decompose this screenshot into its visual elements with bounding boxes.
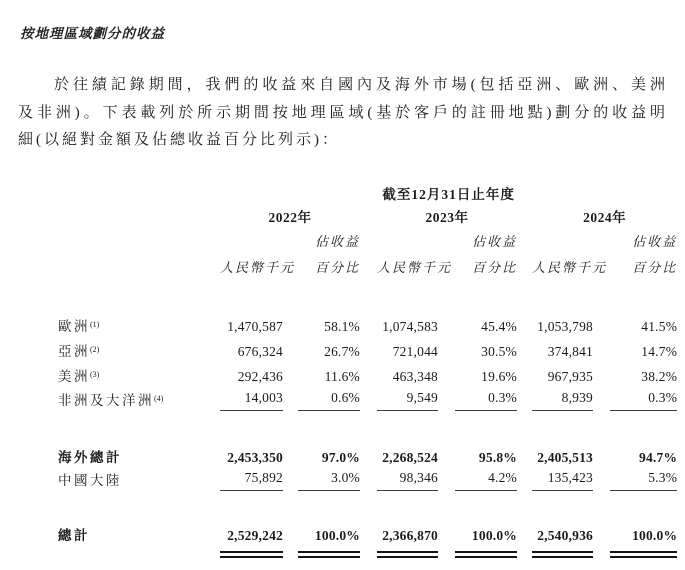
year-header-2022: 2022年 — [268, 209, 312, 225]
value-cell: 94.7% — [639, 449, 678, 465]
value-cell: 38.2% — [641, 368, 678, 384]
double-rule-row — [58, 546, 677, 558]
value-cell: 2,268,524 — [382, 449, 438, 465]
table-row-africa-oceania — [58, 387, 677, 411]
gap — [360, 337, 377, 362]
value-cell: 463,348 — [392, 368, 438, 384]
rmb-thousand-header: 人民幣千元 — [377, 259, 453, 275]
gap — [438, 524, 455, 546]
value-cell: 676,324 — [237, 343, 283, 359]
table-row-mainland-china — [58, 468, 677, 491]
gap — [517, 387, 532, 411]
table-subheader-row-1 — [58, 228, 677, 252]
value-cell: 26.7% — [324, 343, 360, 359]
gap — [283, 468, 298, 491]
total-double-rule — [455, 546, 517, 558]
gap — [517, 546, 532, 558]
footnote-ref: (2) — [90, 344, 100, 354]
total-double-rule — [220, 546, 283, 558]
gap — [360, 362, 377, 387]
value-cell: 100.0% — [471, 527, 517, 543]
value-cell: 1,074,583 — [382, 318, 438, 334]
gap — [593, 362, 610, 387]
total-double-rule — [377, 546, 438, 558]
spacer — [58, 411, 677, 444]
spacer-row — [58, 491, 677, 524]
table-subheader-row-2 — [58, 252, 677, 278]
total-label-cell — [58, 524, 220, 546]
gap — [438, 337, 455, 362]
spacer-row — [58, 278, 677, 312]
region-label-cell — [58, 362, 220, 387]
gap — [283, 362, 298, 387]
value-cell: 721,044 — [392, 343, 438, 359]
gap — [593, 546, 610, 558]
value-cell: 97.0% — [321, 449, 360, 465]
value-cell: 14,003 — [220, 387, 283, 411]
gap — [283, 337, 298, 362]
gap — [283, 312, 298, 337]
subtotal-label-cell — [58, 444, 220, 468]
subtotal-label: 中國大陸 — [58, 472, 122, 488]
value-cell: 75,892 — [220, 468, 283, 491]
value-cell: 292,436 — [237, 368, 283, 384]
paragraph-line: 及非洲)。下表載列於所示期間按地理區域(基於客戶的註冊地點)劃分的收益明 — [18, 104, 668, 121]
gap — [593, 468, 610, 491]
value-cell: 14.7% — [641, 343, 678, 359]
gap — [593, 337, 610, 362]
value-cell: 2,540,936 — [537, 527, 593, 543]
table-row-overseas-total — [58, 444, 677, 468]
rmb-thousand-header: 人民幣千元 — [220, 259, 296, 275]
gap — [438, 444, 455, 468]
spacer-row — [58, 411, 677, 444]
gap — [593, 444, 610, 468]
total-double-rule — [532, 546, 593, 558]
gap — [517, 337, 532, 362]
gap — [517, 524, 532, 546]
value-cell: 0.6% — [298, 387, 360, 411]
gap — [517, 362, 532, 387]
value-cell: 374,841 — [547, 343, 593, 359]
region-label: 美洲 — [58, 368, 90, 384]
gap — [438, 387, 455, 411]
paragraph-line: 於往績記錄期間，我們的收益來自國內及海外市場(包括亞洲、歐洲、美洲 — [54, 77, 668, 93]
gap — [593, 312, 610, 337]
gap — [360, 546, 377, 558]
gap — [360, 444, 377, 468]
value-cell: 967,935 — [547, 368, 593, 384]
region-label: 非洲及大洋洲 — [58, 392, 154, 408]
intro-paragraph — [18, 72, 668, 155]
gap — [360, 524, 377, 546]
value-cell: 100.0% — [632, 527, 678, 543]
gap — [360, 468, 377, 491]
value-cell: 100.0% — [314, 527, 360, 543]
total-double-rule — [610, 546, 677, 558]
table-row-americas — [58, 362, 677, 387]
value-cell: 11.6% — [324, 368, 360, 384]
gap — [360, 205, 377, 228]
value-cell: 30.5% — [481, 343, 517, 359]
region-label: 亞洲 — [58, 343, 90, 359]
total-double-rule — [298, 546, 360, 558]
table-row-europe — [58, 312, 677, 337]
table-row-asia — [58, 337, 677, 362]
gap — [360, 228, 377, 252]
gap — [593, 387, 610, 411]
gap — [517, 312, 532, 337]
table-period-header-row — [58, 183, 677, 205]
value-cell: 5.3% — [610, 468, 677, 491]
gap — [438, 362, 455, 387]
gap — [283, 546, 298, 558]
percentage-header: 百分比 — [632, 259, 678, 275]
spacer — [58, 491, 677, 524]
gap — [517, 205, 532, 228]
empty-cell — [58, 228, 220, 252]
gap — [360, 387, 377, 411]
footnote-ref: (4) — [154, 393, 164, 403]
value-cell: 95.8% — [478, 449, 517, 465]
value-cell: 8,939 — [532, 387, 593, 411]
value-cell: 0.3% — [455, 387, 517, 411]
gap — [283, 524, 298, 546]
value-cell: 1,053,798 — [537, 318, 593, 334]
empty-cell — [58, 205, 220, 228]
region-label-cell — [58, 337, 220, 362]
value-cell: 1,470,587 — [227, 318, 283, 334]
empty-cell — [58, 183, 220, 205]
pct-of-revenue-header: 佔收益 — [632, 233, 678, 249]
value-cell: 41.5% — [641, 318, 678, 334]
rmb-thousand-header: 人民幣千元 — [532, 259, 608, 275]
value-cell: 135,423 — [532, 468, 593, 491]
subtotal-label: 海外總計 — [58, 449, 122, 465]
empty-cell — [58, 252, 220, 278]
gap — [438, 228, 455, 252]
value-cell: 9,549 — [377, 387, 438, 411]
region-label-cell — [58, 387, 220, 411]
value-cell: 2,366,870 — [382, 527, 438, 543]
table-row-grand-total — [58, 524, 677, 546]
region-label-cell — [58, 312, 220, 337]
empty-cell — [220, 228, 283, 252]
table-year-header-row — [58, 205, 677, 228]
gap — [283, 444, 298, 468]
page-title: 按地理區域劃分的收益 — [20, 26, 165, 41]
region-label: 歐洲 — [58, 318, 90, 334]
empty-cell — [377, 228, 438, 252]
value-cell: 2,529,242 — [227, 527, 283, 543]
total-label: 總計 — [58, 527, 90, 543]
value-cell: 19.6% — [481, 368, 517, 384]
value-cell: 58.1% — [324, 318, 360, 334]
footnote-ref: (1) — [90, 319, 100, 329]
spacer — [58, 278, 677, 312]
percentage-header: 百分比 — [314, 259, 360, 275]
pct-of-revenue-header: 佔收益 — [471, 233, 517, 249]
empty-cell — [58, 546, 220, 558]
gap — [438, 312, 455, 337]
gap — [360, 252, 377, 278]
year-header-2024: 2024年 — [583, 209, 627, 225]
percentage-header: 百分比 — [471, 259, 517, 275]
footnote-ref: (3) — [90, 369, 100, 379]
gap — [593, 228, 610, 252]
value-cell: 98,346 — [377, 468, 438, 491]
subtotal-label-cell — [58, 468, 220, 491]
gap — [517, 444, 532, 468]
pct-of-revenue-header: 佔收益 — [314, 233, 360, 249]
year-header-2023: 2023年 — [425, 209, 469, 225]
paragraph-line: 細(以絕對金額及佔總收益百分比列示)： — [18, 132, 340, 148]
gap — [283, 228, 298, 252]
value-cell: 3.0% — [298, 468, 360, 491]
gap — [283, 387, 298, 411]
value-cell: 45.4% — [481, 318, 517, 334]
gap — [438, 546, 455, 558]
value-cell: 4.2% — [455, 468, 517, 491]
gap — [517, 252, 532, 278]
gap — [593, 524, 610, 546]
period-header: 截至12月31日止年度 — [382, 186, 515, 202]
revenue-by-region-table — [58, 183, 677, 558]
gap — [360, 312, 377, 337]
value-cell: 2,405,513 — [537, 449, 593, 465]
gap — [438, 468, 455, 491]
empty-cell — [532, 228, 593, 252]
value-cell: 0.3% — [610, 387, 677, 411]
gap — [517, 468, 532, 491]
value-cell: 2,453,350 — [227, 449, 283, 465]
gap — [517, 228, 532, 252]
